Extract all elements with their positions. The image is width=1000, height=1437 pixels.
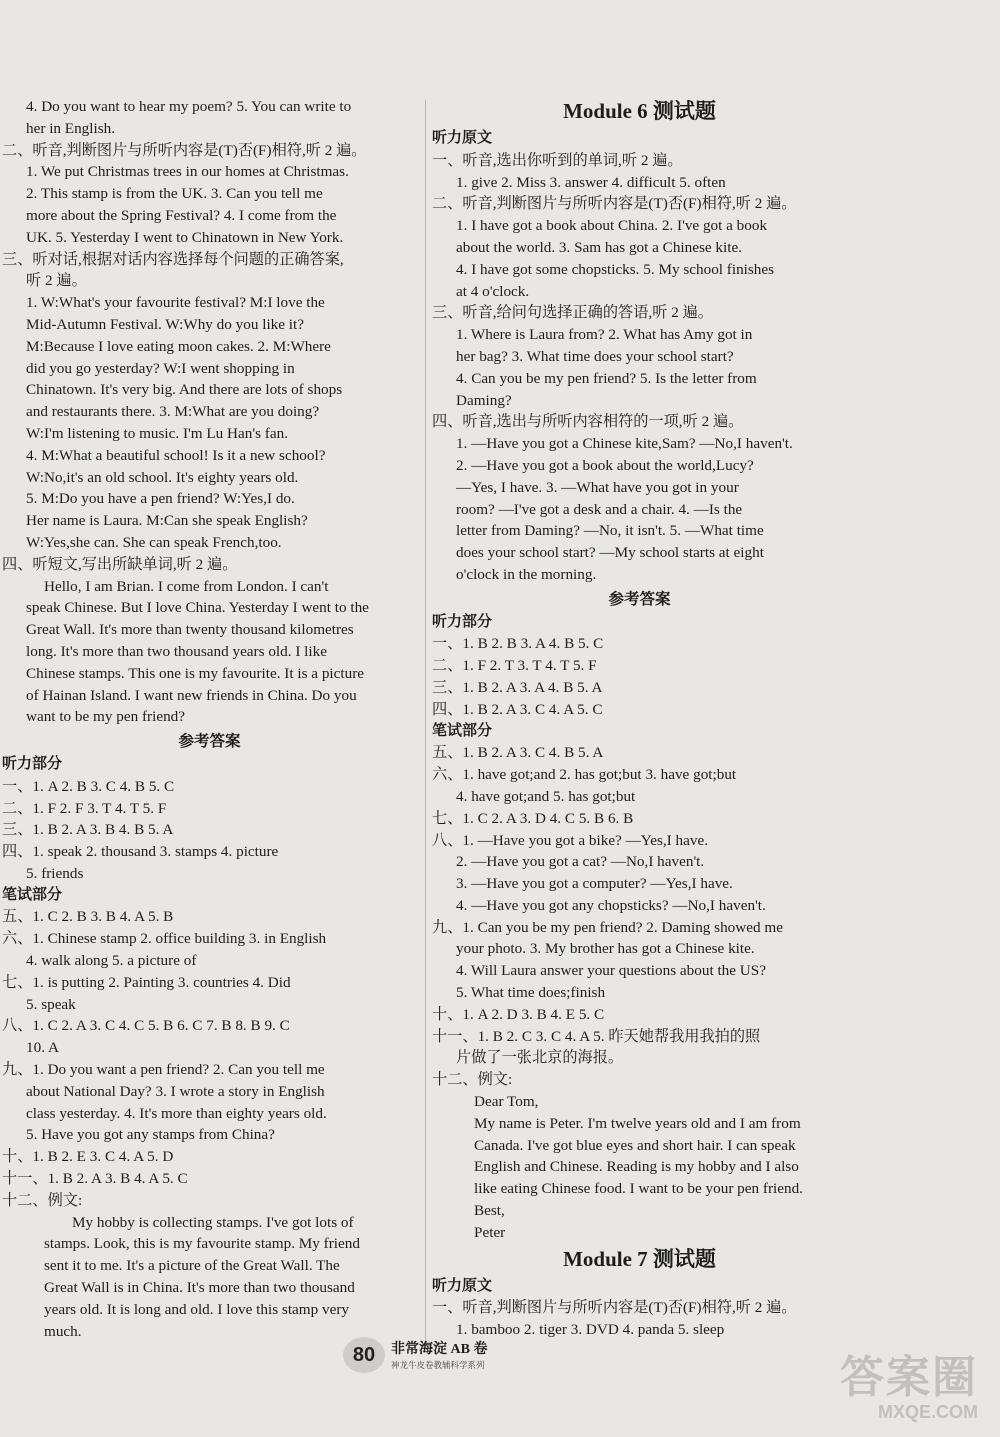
right-line: 4. have got;and 5. has got;but [456, 787, 636, 805]
right-line: 片做了一张北京的海报。 [456, 1049, 624, 1067]
right-line: 1. give 2. Miss 3. answer 4. difficult 5. often [456, 173, 726, 191]
left-line: 十二、例文: [2, 1191, 83, 1209]
right-line: 4. Will Laura answer your questions about the US? [456, 962, 766, 980]
left-line: stamps. Look, this is my favourite stamp. My friend [44, 1235, 360, 1253]
left-column [2, 96, 417, 1342]
right-line: Canada. I've got blue eyes and short hair. I can speak [474, 1136, 796, 1154]
left-line: Hello, I am Brian. I come from London. I can't [44, 577, 329, 595]
left-line: 四、1. speak 2. thousand 3. stamps 4. picture [2, 843, 279, 861]
left-line: 六、1. Chinese stamp 2. office building 3. in English [2, 930, 327, 948]
right-line: 1. Where is Laura from? 2. What has Amy got in [456, 326, 753, 344]
left-line: and restaurants there. 3. M:What are you doing? [26, 403, 320, 421]
left-line: 十一、1. B 2. A 3. B 4. A 5. C [2, 1170, 188, 1188]
left-line: W:No,it's an old school. It's eighty years old. [26, 468, 299, 486]
left-line: 二、听音,判断图片与所听内容是(T)否(F)相符,听 2 遍。 [2, 141, 367, 159]
left-line: 四、听短文,写出所缺单词,听 2 遍。 [2, 555, 238, 573]
right-line: 一、1. B 2. B 3. A 4. B 5. C [432, 635, 604, 653]
left-line: Chinatown. It's very big. And there are lots of shops [26, 381, 343, 399]
left-line: 10. A [26, 1039, 59, 1057]
left-part-heading: 听力部分 [2, 755, 63, 772]
right-answer-heading: 参考答案 [608, 590, 671, 608]
right-line: o'clock in the morning. [456, 565, 597, 583]
left-line: her in English. [26, 119, 116, 137]
left-line: 5. speak [26, 995, 76, 1013]
right-module-title: Module 7 测试题 [563, 1246, 716, 1271]
left-line: 九、1. Do you want a pen friend? 2. Can you tell me [2, 1061, 325, 1079]
right-line: 4. —Have you got any chopsticks? —No,I haven't. [456, 896, 766, 914]
page-number: 80 [343, 1337, 385, 1373]
right-line: 2. —Have you got a book about the world,Lucy? [456, 456, 754, 474]
left-line: 5. friends [26, 864, 84, 882]
column-divider [425, 100, 426, 1340]
right-line: Best, [474, 1202, 505, 1220]
right-line: your photo. 3. My brother has got a Chinese kite. [456, 940, 755, 958]
left-line: sent it to me. It's a picture of the Great Wall. The [44, 1257, 340, 1275]
right-line: does your school start? —My school starts at eight [456, 544, 764, 562]
left-line: more about the Spring Festival? 4. I come from the [26, 206, 337, 224]
right-line: Daming? [456, 391, 512, 409]
right-line: at 4 o'clock. [456, 282, 530, 300]
left-line: W:Yes,she can. She can speak French,too. [26, 533, 282, 551]
series-title: 非常海淀 AB 卷 [391, 1342, 488, 1357]
left-line: 七、1. is putting 2. Painting 3. countries 4. Did [2, 973, 291, 991]
right-line: 四、1. B 2. A 3. C 4. A 5. C [432, 700, 603, 718]
right-line: Dear Tom, [474, 1093, 539, 1111]
right-line: 1. I have got a book about China. 2. I've got a book [456, 217, 768, 235]
right-line: My name is Peter. I'm twelve years old and I am from [474, 1114, 801, 1132]
left-line: 三、听对话,根据对话内容选择每个问题的正确答案, [2, 250, 344, 268]
right-line: 一、听音,选出你听到的单词,听 2 遍。 [432, 151, 683, 169]
left-line: speak Chinese. But I love China. Yesterday I went to the [26, 599, 369, 617]
left-line: Mid-Autumn Festival. W:Why do you like it? [26, 315, 304, 333]
right-line: about the world. 3. Sam has got a Chinese kite. [456, 238, 742, 256]
right-line: like eating Chinese food. I want to be your pen friend. [474, 1180, 803, 1198]
left-line: W:I'm listening to music. I'm Lu Han's fan. [26, 424, 288, 442]
left-line: My hobby is collecting stamps. I've got lots of [72, 1213, 354, 1231]
right-line: 五、1. B 2. A 3. C 4. B 5. A [432, 744, 604, 762]
right-line: 2. —Have you got a cat? —No,I haven't. [456, 853, 705, 871]
left-line: M:Because I love eating moon cakes. 2. M:Where [26, 337, 331, 355]
right-line: 九、1. Can you be my pen friend? 2. Daming showed me [432, 918, 783, 936]
left-line: want to be my pen friend? [26, 708, 185, 726]
left-line: 4. Do you want to hear my poem? 5. You can write to [26, 98, 352, 115]
right-line: 1. —Have you got a Chinese kite,Sam? —No,I haven't. [456, 435, 793, 453]
left-line: years old. It is long and old. I love this stamp very [44, 1300, 349, 1318]
left-line: Chinese stamps. This one is my favourite. It is a picture [26, 664, 365, 682]
right-line: room? —I've got a desk and a chair. 4. —Is the [456, 500, 743, 518]
left-line: 4. M:What a beautiful school! Is it a new school? [26, 446, 326, 464]
left-line: 五、1. C 2. B 3. B 4. A 5. B [2, 908, 174, 926]
right-line: 4. Can you be my pen friend? 5. Is the letter from [456, 369, 757, 387]
left-line: 2. This stamp is from the UK. 3. Can you tell me [26, 185, 323, 203]
right-line: 七、1. C 2. A 3. D 4. C 5. B 6. B [432, 809, 634, 827]
right-part-heading: 听力原文 [432, 1277, 493, 1294]
left-line: 听 2 遍。 [26, 272, 87, 290]
right-line: 三、听音,给问句选择正确的答语,听 2 遍。 [432, 304, 713, 322]
right-line: 十一、1. B 2. C 3. C 4. A 5. 昨天她帮我用我拍的照 [432, 1027, 761, 1045]
left-line: of Hainan Island. I want new friends in China. Do you [26, 686, 357, 704]
right-part-heading: 听力原文 [432, 130, 493, 146]
watermark-logo [818, 1341, 978, 1423]
watermark-text: 答案圈 [840, 1352, 978, 1403]
right-line: 十、1. A 2. D 3. B 4. E 5. C [432, 1005, 605, 1023]
left-answer-heading: 参考答案 [178, 733, 241, 751]
left-line: 5. Have you got any stamps from China? [26, 1126, 275, 1144]
left-line: class yesterday. 4. It's more than eighty years old. [26, 1104, 327, 1122]
right-column [432, 96, 847, 1341]
right-line: English and Chinese. Reading is my hobby and I also [474, 1158, 799, 1176]
right-line: 二、听音,判断图片与所听内容是(T)否(F)相符,听 2 遍。 [432, 195, 797, 213]
right-line: her bag? 3. What time does your school start? [456, 347, 734, 365]
left-part-heading: 笔试部分 [2, 886, 63, 903]
right-line: 六、1. have got;and 2. has got;but 3. have got;but [432, 766, 737, 784]
left-line: UK. 5. Yesterday I went to Chinatown in New York. [26, 228, 344, 246]
right-line: letter from Daming? —No, it isn't. 5. —What time [456, 522, 764, 540]
right-line: 一、听音,判断图片与所听内容是(T)否(F)相符,听 2 遍。 [432, 1299, 797, 1317]
right-line: 4. I have got some chopsticks. 5. My school finishes [456, 260, 775, 278]
left-line: 4. walk along 5. a picture of [26, 952, 197, 970]
right-line: —Yes, I have. 3. —What have you got in your [456, 478, 739, 496]
right-line: 二、1. F 2. T 3. T 4. T 5. F [432, 657, 597, 675]
right-module-title: Module 6 测试题 [563, 99, 716, 123]
right-line: 八、1. —Have you got a bike? —Yes,I have. [432, 831, 708, 849]
left-line: Great Wall is in China. It's more than two thousand [44, 1279, 355, 1297]
left-line: 1. W:What's your favourite festival? M:I love the [26, 294, 325, 312]
left-line: 1. We put Christmas trees in our homes at Christmas. [26, 163, 349, 181]
left-line: Great Wall. It's more than twenty thousand kilometres [26, 621, 354, 639]
right-line: 1. bamboo 2. tiger 3. DVD 4. panda 5. sleep [456, 1321, 725, 1339]
left-line: long. It's more than two thousand years old. I like [26, 642, 327, 660]
right-line: 三、1. B 2. A 3. A 4. B 5. A [432, 678, 603, 696]
right-line: Peter [474, 1223, 506, 1241]
left-line: about National Day? 3. I wrote a story in English [26, 1082, 325, 1100]
left-line: 二、1. F 2. F 3. T 4. T 5. F [2, 799, 167, 817]
left-line: 5. M:Do you have a pen friend? W:Yes,I do. [26, 490, 295, 508]
watermark-url: MXQE.COM [877, 1402, 978, 1422]
series-subtitle: 神龙牛皮卷教辅科学系列 [391, 1360, 485, 1370]
left-line: 十、1. B 2. E 3. C 4. A 5. D [2, 1148, 174, 1166]
right-line: 十二、例文: [432, 1071, 513, 1089]
left-line: 一、1. A 2. B 3. C 4. B 5. C [2, 777, 175, 795]
right-part-heading: 笔试部分 [432, 722, 493, 739]
left-line: Her name is Laura. M:Can she speak English? [26, 512, 308, 530]
right-line: 四、听音,选出与所听内容相符的一项,听 2 遍。 [432, 413, 744, 431]
left-line: 三、1. B 2. A 3. B 4. B 5. A [2, 821, 174, 839]
right-line: 5. What time does;finish [456, 984, 606, 1002]
right-line: 3. —Have you got a computer? —Yes,I have. [456, 875, 733, 893]
right-part-heading: 听力部分 [432, 613, 493, 630]
left-line: much. [44, 1322, 82, 1340]
left-line: 八、1. C 2. A 3. C 4. C 5. B 6. C 7. B 8. B 9. C [2, 1017, 290, 1035]
left-line: did you go yesterday? W:I went shopping in [26, 359, 295, 377]
